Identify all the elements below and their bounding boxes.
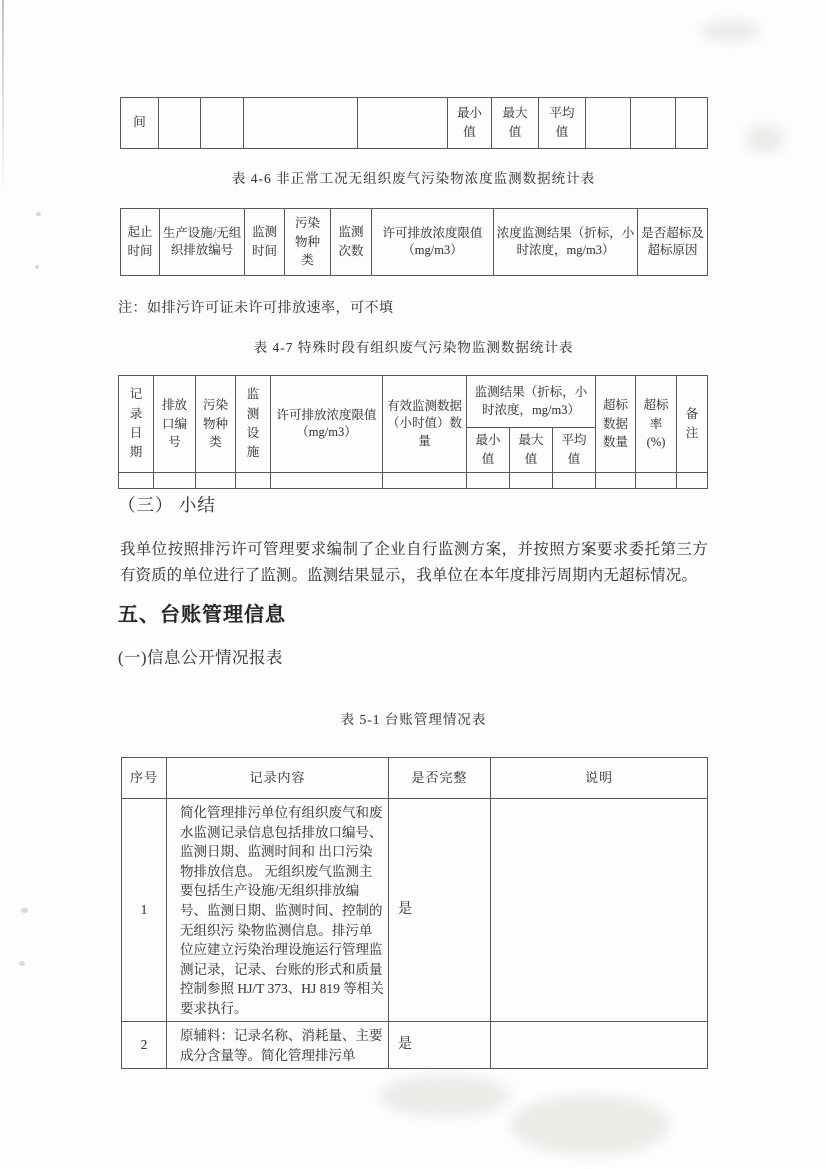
header-text: 有效监测数据（小时值）数量 [386, 398, 462, 448]
header-text: 平均值 [561, 433, 587, 466]
header-cell [122, 758, 167, 799]
header-text: 最大值 [518, 433, 544, 466]
header-text: 序号 [129, 769, 158, 785]
header-cell [596, 376, 636, 473]
header-cell [331, 209, 372, 276]
header-cell [494, 209, 638, 276]
complete-cell [389, 799, 491, 1022]
header-text: 许可排放浓度限值（mg/m3） [276, 407, 377, 439]
scan-speck [21, 908, 28, 913]
header-text: 监测设施 [246, 387, 260, 460]
header-cell [389, 758, 491, 799]
empty-cell [636, 473, 677, 489]
empty-cell [596, 473, 636, 489]
empty-cell [677, 473, 708, 489]
scan-smudge [510, 1095, 670, 1155]
empty-cell [383, 473, 467, 489]
header-cell [167, 758, 389, 799]
empty-cell [510, 473, 553, 489]
header-cell [160, 209, 245, 276]
empty-cell [676, 98, 708, 149]
cell-text: 是 [398, 1037, 412, 1053]
sub-header-cell [553, 428, 596, 473]
record-content-cell [167, 799, 389, 1022]
header-text: 最小值 [475, 433, 501, 466]
empty-cell [271, 473, 383, 489]
header-cell [677, 376, 708, 473]
header-cell [121, 209, 160, 276]
empty-cell [553, 473, 596, 489]
header-cell [196, 376, 236, 473]
header-text: 监测次数 [338, 225, 364, 258]
header-text: 浓度监测结果（折标，小时浓度，mg/m3） [496, 225, 635, 257]
scan-edge-artifact [2, 0, 4, 195]
scan-smudge [745, 125, 785, 153]
remark-cell [491, 799, 708, 1022]
header-text: 许可排放浓度限值（mg/m3） [382, 225, 483, 257]
header-cell [285, 209, 331, 276]
table-cell [448, 98, 492, 149]
partial-table-continued [120, 97, 708, 149]
scan-smudge [700, 20, 760, 42]
table-4-6-note: 注：如排污许可证未许可排放速率，可不填 [118, 301, 394, 316]
empty-cell [236, 473, 271, 489]
cell-text: 是 [398, 902, 412, 918]
header-text: 生产设施/无组织排放编号 [162, 225, 242, 257]
header-cell [154, 376, 196, 473]
cell-text: 间 [133, 115, 146, 130]
cell-text: 最大值 [502, 106, 528, 139]
header-cell [119, 376, 154, 473]
header-cell [383, 376, 467, 473]
remark-cell [491, 1022, 708, 1069]
table-row [122, 1022, 708, 1069]
scan-speck [36, 212, 41, 216]
empty-cell [154, 473, 196, 489]
subsection-heading-summary: （三） 小结 [118, 495, 216, 515]
summary-paragraph: 我单位按照排污许可管理要求编制了企业自行监测方案，并按照方案要求委托第三方有资质的单位进行了监测。监测结果显示，我单位在本年度排污周期内无超标情况。 [120, 541, 708, 584]
header-text: 污染物种类 [202, 397, 228, 450]
row-number-cell [122, 1022, 167, 1069]
header-text: 超标数据数量 [603, 397, 629, 450]
row-number-cell [122, 799, 167, 1022]
cell-text: 平均值 [549, 106, 575, 139]
header-text: 监测结果（折标，小时浓度，mg/m3） [474, 385, 588, 417]
record-content-cell [167, 1022, 389, 1069]
empty-cell [586, 98, 631, 149]
header-cell [236, 376, 271, 473]
header-cell [271, 376, 383, 473]
table-4-6-caption: 表 4-6 非正常工况无组织废气污染物浓度监测数据统计表 [231, 171, 596, 186]
table-cell [539, 98, 586, 149]
header-text: 超标率(%) [643, 397, 669, 450]
scan-smudge [380, 1075, 510, 1117]
scan-speck [19, 961, 25, 966]
empty-cell [244, 98, 358, 149]
empty-cell [196, 473, 236, 489]
cell-text: 原辅料：记录名称、消耗量、主要成分含量等。简化管理排污单 [180, 1028, 383, 1063]
header-text: 记录日期 [129, 387, 143, 460]
header-cell [636, 376, 677, 473]
header-text: 是否完整 [411, 769, 468, 785]
cell-text: 1 [140, 901, 148, 917]
header-text: 备注 [685, 406, 699, 440]
empty-cell [159, 98, 201, 149]
table-5-1 [121, 757, 708, 1069]
header-text: 起止时间 [127, 225, 153, 258]
table-5-1-caption: 表 5-1 台账管理情况表 [340, 712, 487, 727]
cell-text: 2 [140, 1036, 148, 1052]
header-cell [372, 209, 494, 276]
cell-text: 简化管理排污单位有组织废气和废水监测记录信息包括排放口编号、监测日期、监测时间和 出口污染物排放信息。 无组织废气监测主要包括生产设施/无组织排放编号、监测日期、监测时间、控制的无组织污 染物监测信息。排污单位应建立污染治理设施运行管理监测记录，记录、台账的形式和质量控制参照 HJ/T 373、HJ 819 等相关要求执行。 [180, 805, 384, 1016]
complete-cell [389, 1022, 491, 1069]
header-text: 记录内容 [249, 769, 306, 785]
subsection-heading-5-1: (一)信息公开情况报表 [118, 648, 283, 667]
sub-header-cell [510, 428, 553, 473]
table-cell [492, 98, 539, 149]
header-cell [638, 209, 708, 276]
header-text: 是否超标及超标原因 [641, 225, 704, 257]
scan-speck [35, 265, 39, 269]
table-row [122, 799, 708, 1022]
header-cell [491, 758, 708, 799]
empty-cell [631, 98, 676, 149]
header-text: 污染物种类 [294, 215, 320, 268]
empty-cell [119, 473, 154, 489]
header-group-cell [467, 376, 596, 428]
empty-cell [467, 473, 510, 489]
cell-text: 最小值 [456, 106, 482, 139]
table-cell [121, 98, 159, 149]
header-text: 排放口编号 [161, 397, 187, 450]
sub-header-cell [467, 428, 510, 473]
section-heading-5: 五、台账管理信息 [118, 604, 286, 626]
empty-cell [358, 98, 448, 149]
table-4-7 [118, 375, 708, 489]
header-text: 说明 [584, 769, 613, 785]
table-4-7-caption: 表 4-7 特殊时段有组织废气污染物监测数据统计表 [253, 340, 574, 355]
table-4-6 [120, 208, 708, 276]
header-cell [245, 209, 285, 276]
header-text: 监测时间 [251, 225, 277, 258]
empty-cell [201, 98, 244, 149]
